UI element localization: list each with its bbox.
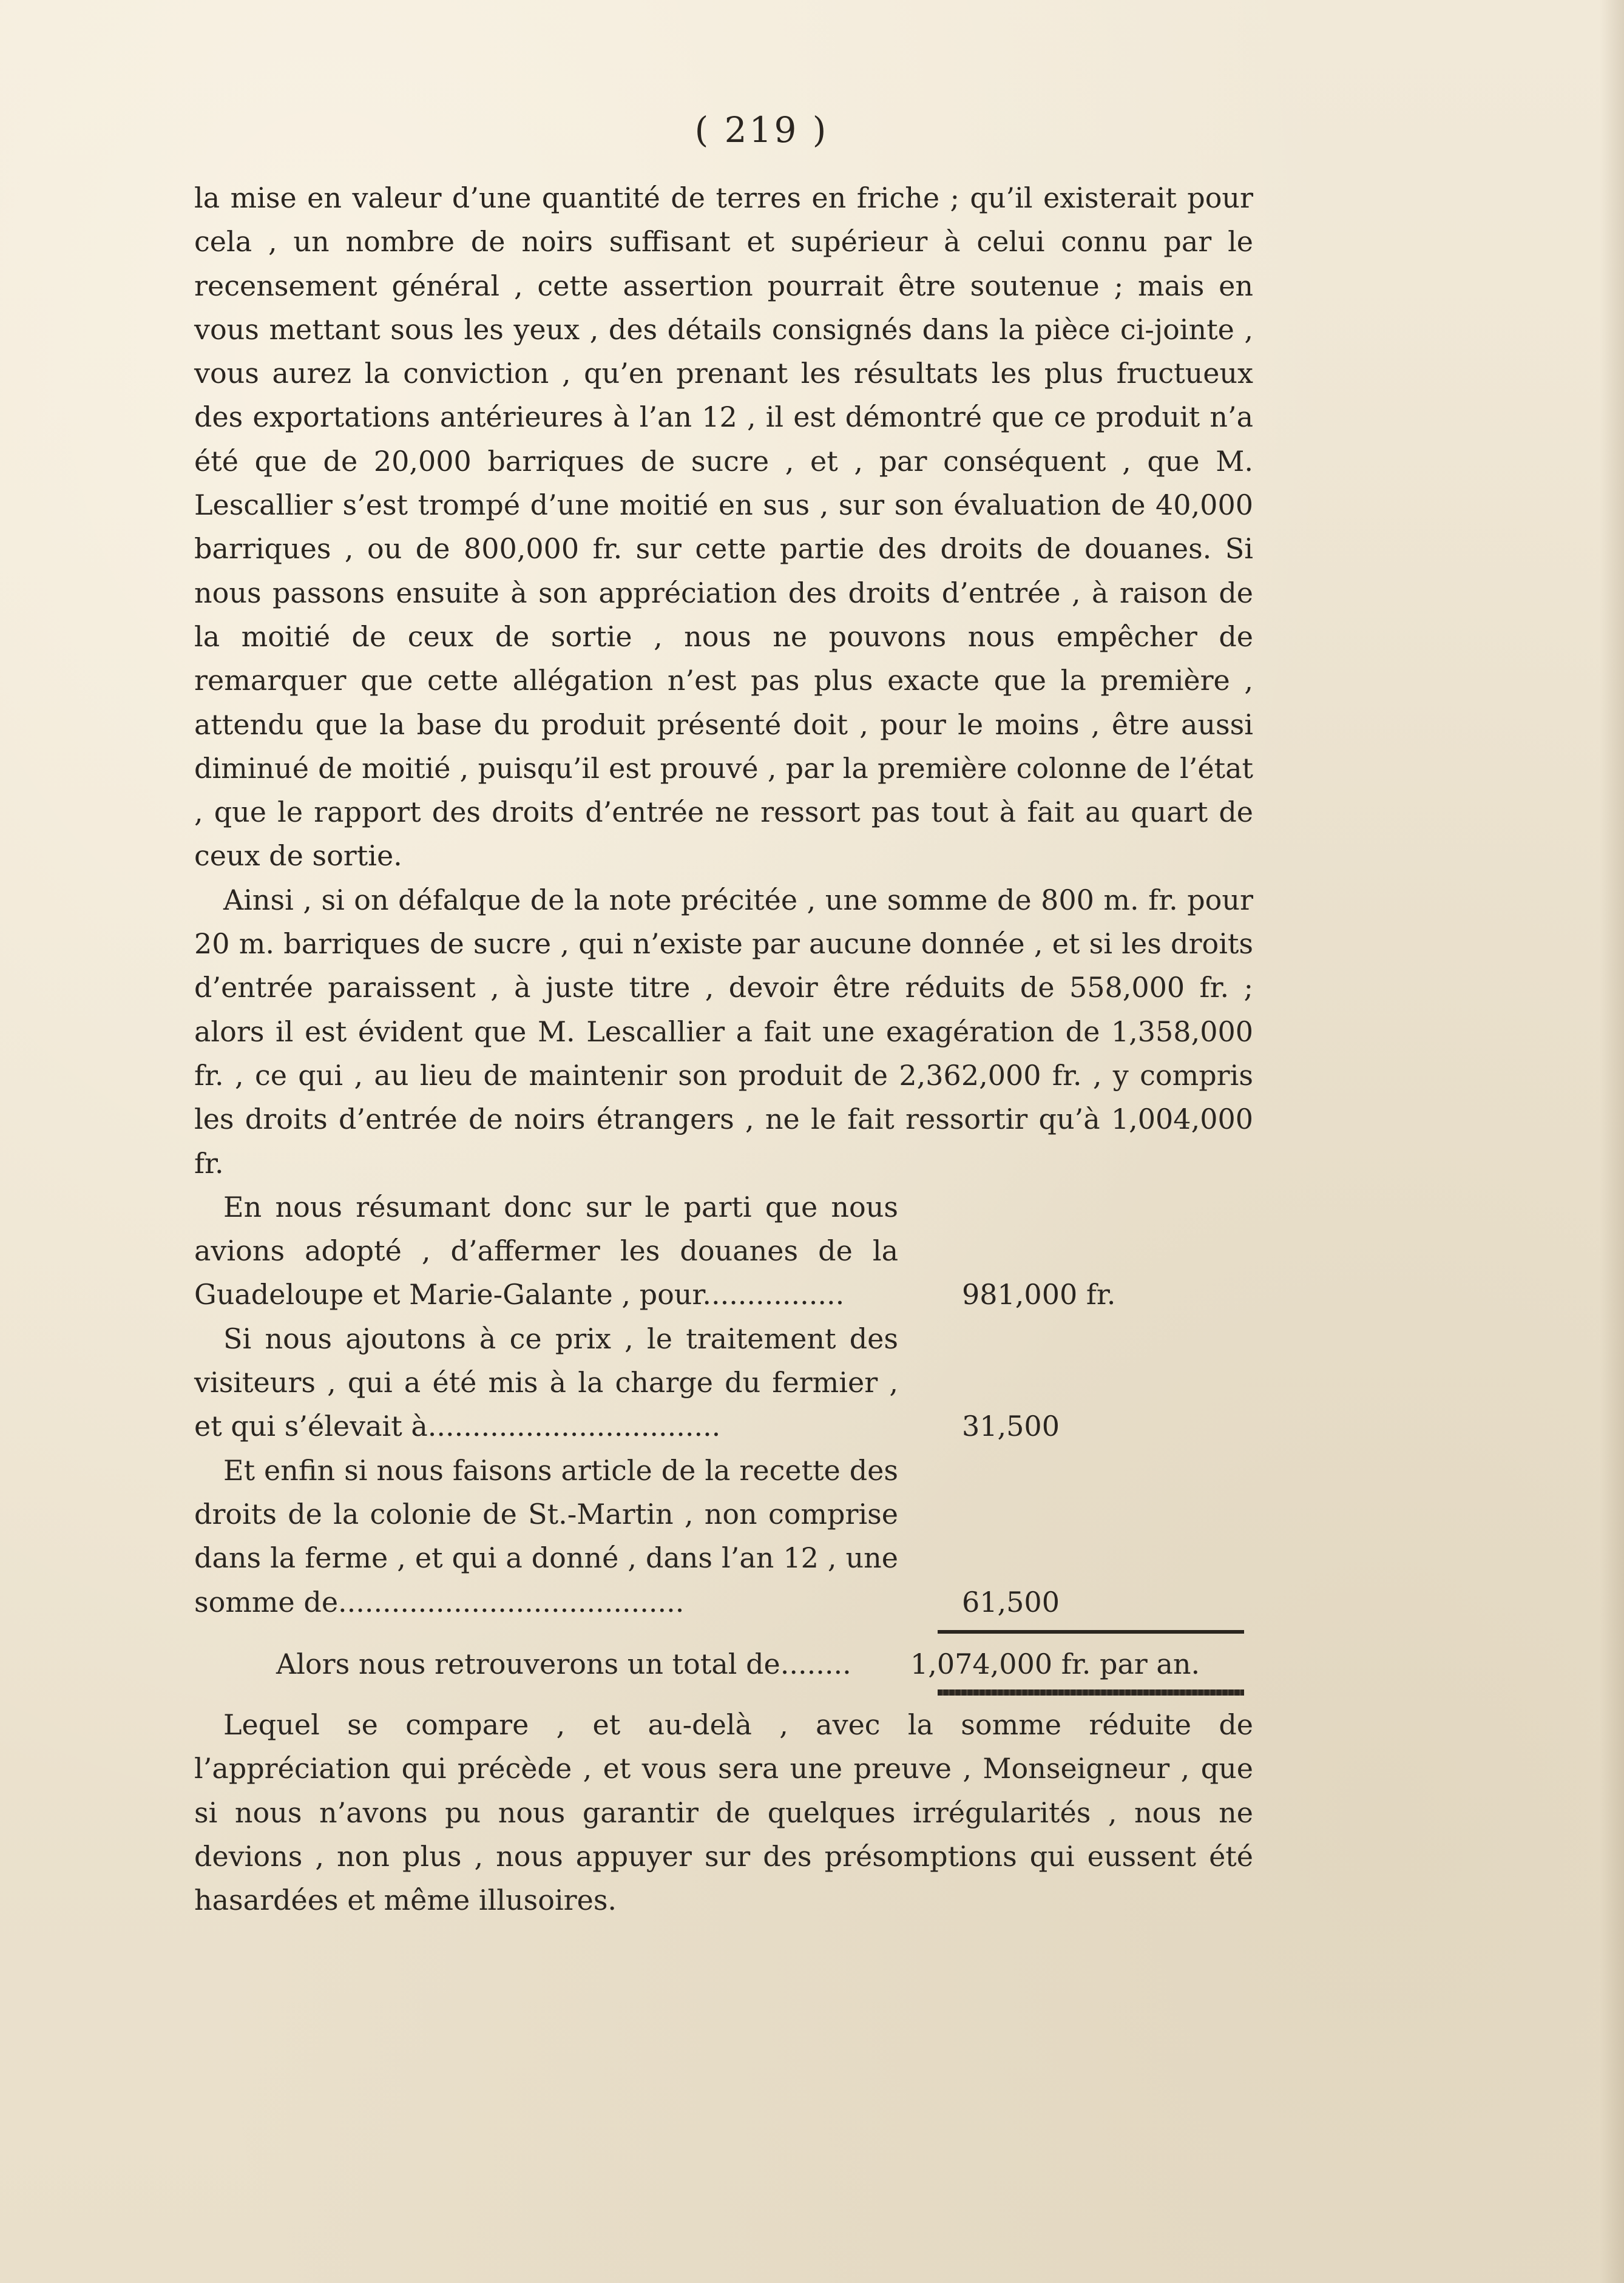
ledger-amount: 61,500 xyxy=(962,1585,1060,1618)
paragraph-lequel: Lequel se compare , et au-delà , avec la somme réduite de l’appréciation qui précède , et vous sera une preuve , Monseigneur , que si nous n’avons pu nous garantir de quelques irrégularités , nous ne devions , non plus , nous appuyer sur des présomptions qui eussent été hasardées et même illusoires. xyxy=(194,1708,1253,1917)
page-number: ( 219 ) xyxy=(694,109,829,151)
body-text xyxy=(194,176,1253,1923)
paragraph-continuation: la mise en valeur d’une quantité de terres en friche ; qu’il existerait pour cela , un nombre de noirs suffisant et supérieur à celui connu par le recensement général , cette assertion pourrait être soutenue ; mais en vous mettant sous les yeux , des détails consignés dans la pièce ci-jointe , vous aurez la conviction , qu’en prenant les résultats les plus fructueux des exportations antérieures à l’an 12 , il est démontré que ce produit n’a été que de 20,000 barriques de sucre , et , par conséquent , que M. Lescallier s’est trompé d’une moitié en sus , sur son évaluation de 40,000 barriques , ou de 800,000 fr. sur cette partie des droits de douanes. Si nous passons ensuite à son appréciation des droits d’entrée , à raison de la moitié de ceux de sortie , nous ne pouvons nous empêcher de remarquer que cette allégation n’est pas plus exacte que la première , attendu que la base du produit présenté doit , pour le moins , être aussi diminué de moitié , puisqu’il est prouvé , par la première colonne de l’état , que le rapport des droits d’entrée ne ressort pas tout à fait au quart de ceux de sortie. xyxy=(194,181,1253,873)
total-amount: 1,074,000 fr. par an. xyxy=(910,1647,1200,1680)
ledger-description: Et enfin si nous faisons article de la recette des droits de la colonie de St.-Martin , non comprise dans la ferme , et qui a donné , dans l’an 12 , une somme de....................................... xyxy=(194,1453,898,1618)
ledger-row-visiteurs xyxy=(194,1317,1253,1449)
ledger-summary xyxy=(194,1185,1253,1696)
ledger-amount: 981,000 fr. xyxy=(962,1278,1116,1311)
total-underline xyxy=(938,1689,1244,1696)
paragraph-ainsi: Ainsi , si on défalque de la note précitée , une somme de 800 m. fr. pour 20 m. barriques de sucre , qui n’existe par aucune donnée , et si les droits d’entrée paraissent , à juste titre , devoir être réduits de 558,000 fr. ; alors il est évident que M. Lescallier a fait une exagération de 1,358,000 fr. , ce qui , au lieu de maintenir son produit de 2,362,000 fr. , y compris les droits d’entrée de noirs étrangers , ne le fait ressortir qu’à 1,004,000 fr. xyxy=(194,883,1253,1180)
ledger-description: Si nous ajoutons à ce prix , le traitement des visiteurs , qui a été mis à la charge du fermier , et qui s’élevait à................................. xyxy=(194,1322,898,1443)
ledger-description: En nous résumant donc sur le parti que nous avions adopté , d’affermer les douanes de la Guadeloupe et Marie-Galante , pour................ xyxy=(194,1190,898,1311)
ledger-row-douanes xyxy=(194,1185,1253,1317)
sum-rule xyxy=(938,1630,1244,1634)
ledger-total-row xyxy=(194,1642,1253,1686)
ledger-row-st-martin xyxy=(194,1449,1253,1624)
total-label: Alors nous retrouverons un total de........ xyxy=(276,1647,851,1680)
ledger-amount: 31,500 xyxy=(962,1410,1060,1443)
